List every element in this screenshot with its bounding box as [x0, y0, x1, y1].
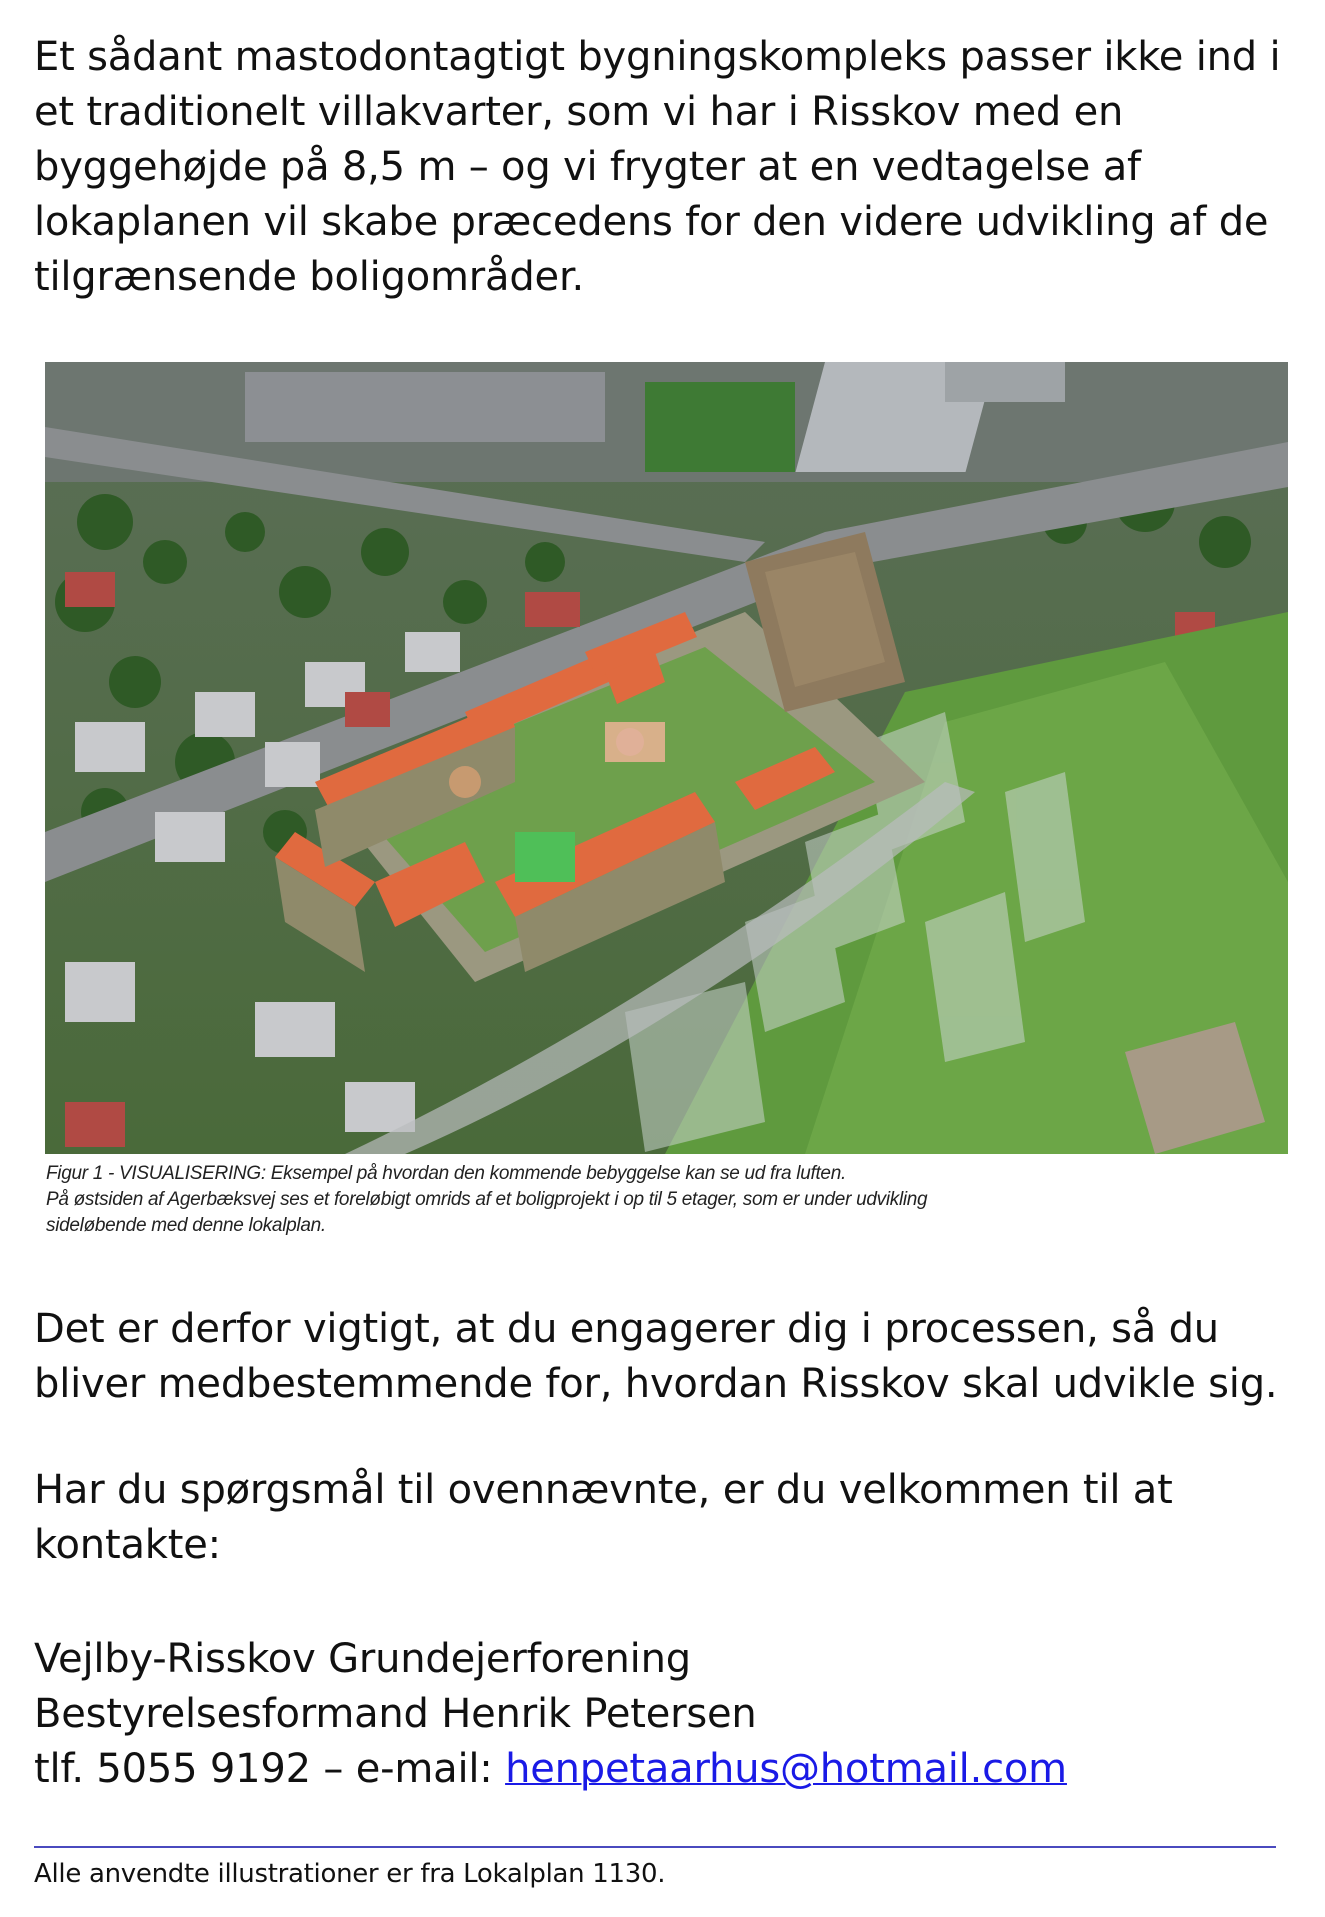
- text-line: Har du spørgsmål til ovennævnte, er du velkommen til at: [34, 1467, 1173, 1513]
- contact-line: [34, 1742, 1304, 1797]
- footer-divider: [34, 1846, 1276, 1848]
- text-line: kontakte:: [34, 1522, 221, 1568]
- text-line: Et sådant mastodontagtigt bygningskompleks passer ikke ind i: [34, 34, 1281, 80]
- figure-caption: [46, 1161, 1306, 1239]
- email-link[interactable]: henpetaarhus@hotmail.com: [505, 1746, 1067, 1792]
- phone-text: tlf. 5055 9192 – e-mail:: [34, 1746, 506, 1792]
- contact-block: [34, 1632, 1304, 1797]
- text-line: tilgrænsende boligområder.: [34, 254, 585, 300]
- aerial-visualisation-image: [45, 362, 1288, 1154]
- intro-paragraph: [34, 30, 1304, 305]
- questions-paragraph: [34, 1463, 1304, 1573]
- contact-person: Bestyrelsesformand Henrik Petersen: [34, 1691, 757, 1737]
- caption-line: Figur 1 - VISUALISERING: Eksempel på hvordan den kommende bebyggelse kan se ud fra luften.: [46, 1163, 846, 1184]
- text-line: bliver medbestemmende for, hvordan Risskov skal udvikle sig.: [34, 1361, 1278, 1407]
- footer-note: Alle anvendte illustrationer er fra Lokalplan 1130.: [34, 1859, 666, 1889]
- contact-organisation: Vejlby-Risskov Grundejerforening: [34, 1636, 691, 1682]
- text-line: et traditionelt villakvarter, som vi har i Risskov med en: [34, 89, 1124, 135]
- aerial-illustration: [45, 362, 1288, 1154]
- engagement-paragraph: [34, 1302, 1304, 1412]
- caption-line: På østsiden af Agerbæksvej ses et foreløbigt omrids af et boligprojekt i op til 5 etager, som er under udvikling: [46, 1189, 928, 1210]
- text-line: Det er derfor vigtigt, at du engagerer dig i processen, så du: [34, 1306, 1219, 1352]
- text-line: byggehøjde på 8,5 m – og vi frygter at en vedtagelse af: [34, 144, 1141, 190]
- text-line: lokaplanen vil skabe præcedens for den videre udvikling af de: [34, 199, 1269, 245]
- caption-line: sideløbende med denne lokalplan.: [46, 1215, 326, 1236]
